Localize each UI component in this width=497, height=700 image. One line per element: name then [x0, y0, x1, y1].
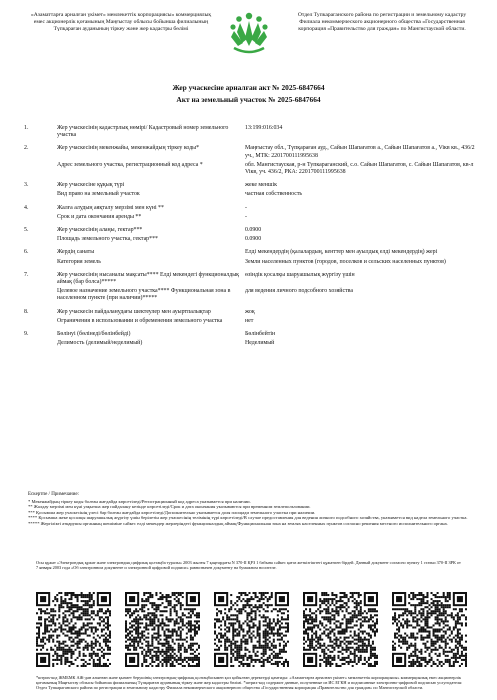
- qr-code: [303, 592, 378, 667]
- row-number: 3.: [24, 182, 29, 189]
- row-label: Жер учаскесіне құқық түрі: [57, 182, 125, 189]
- row-value: Елді мекендердің (қалалардың, кенттер мен ауылдық елді мекендердің) жері: [245, 249, 438, 256]
- row-value: частная собственность: [245, 191, 303, 198]
- table-row: [24, 339, 479, 348]
- title-ru: Акт на земельный участок № 2025-6847664: [176, 95, 321, 104]
- row-label: Жердің санаты: [57, 249, 95, 256]
- row-number: 1.: [24, 125, 29, 131]
- row-label: Жалға алудың аяқталу мерзімі мен күні **: [57, 204, 164, 211]
- row-number: 7.: [24, 271, 29, 278]
- row-label: Жер учаскесін пайдаланудағы шектеулер мен ауыртпалықтар: [57, 308, 211, 315]
- row-label: Бөлінуі (бөлінеді/бөлінбейді): [57, 331, 131, 338]
- barcode-footnote: *штрих-код ЖМБМК АЖ-дан алынған және қызмет берушінің электрондық-цифрлық қолтаңбасымен қол қойылған деректерді қамтиды: «Азаматтарға арналған үкімет» мемлекеттік корпорациясы» коммерциялық емес акционерлік қоғамының Маңғыстау облысы бойынша филиалының Түпқараған ауданының тіркеу және жер кадастры бөлімі. *штрих-код содержит данные, полученные из ИС ЕГКН и подписанные электронно-цифровой подписью услугодателя: Отдел Тупкараганского района по регистрации и земельному кадастру Филиала некоммерческого акционерного общества «Государственная корпорация «Правительство для граждан» по Мангистауской области.: [36, 675, 463, 691]
- row-label: Целевое назначение земельного участка**** Функциональная зона в населенном пункте (при наличии)*****: [57, 288, 231, 302]
- row-label: Жер учаскесінің нысаналы мақсаты**** Елді мекендегі функционалдық аймақ (бар болса)*****: [57, 271, 240, 286]
- row-value: -: [245, 213, 247, 220]
- row-number: 8.: [24, 308, 29, 315]
- row-number: [24, 317, 57, 326]
- row-label: Делимость (делимый/неделимый): [57, 340, 143, 347]
- table-row: [24, 317, 479, 326]
- row-number: [24, 339, 57, 348]
- row-label: Жер учаскесінің кадастрлық нөмірі/ Кадастровый номер земельного участка: [57, 125, 229, 139]
- qr-code: [36, 592, 111, 667]
- row-value: 13:199:016:034: [245, 125, 283, 131]
- row-number: 4.: [24, 204, 29, 211]
- row-label: Вид право на земельный участок: [57, 191, 140, 198]
- row-value: для ведения личного подсобного хозяйства: [245, 288, 353, 295]
- row-value: Неделимый: [245, 340, 275, 347]
- note-line: ***** Жергілікті атқарушы органның шешіміне сәйкес елді мекендер жерлеріндегі функционалдық аймақ/Функциональная зона на землях населенных пунктов согласно решения местного исполнительного органа.: [28, 520, 448, 526]
- row-label: Площадь земельного участка, гектар***: [57, 236, 158, 243]
- row-value: 0.0900: [245, 227, 262, 234]
- row-number: [24, 190, 57, 199]
- title-kz: Жер учаскесіне арналған акт № 2025-6847664: [172, 83, 325, 92]
- table-row: [24, 304, 479, 317]
- issuer-name-ru: Отдел Тупкараганского района по регистрации и земельному кадастру Филиала некоммерческого акционерного общества «Государственная корпорация «Правительство для граждан» по Мангистауской области.: [297, 12, 467, 33]
- row-value: Бөлінбейтін: [245, 331, 276, 338]
- row-value: Маңғыстау обл., Түпқараған ауд., Сайын Шапағатов а., Сайын Шапағатов а., Viкв кв., 436/2 уч., МТК: 2201700111995638: [245, 145, 475, 159]
- table-row: [24, 213, 479, 222]
- row-number: 6.: [24, 249, 29, 256]
- row-number: [24, 235, 57, 244]
- row-number: 2.: [24, 145, 29, 152]
- row-number: [24, 258, 57, 267]
- qr-code: [125, 592, 200, 667]
- document-header: [12, 6, 485, 68]
- table-row: [24, 287, 479, 303]
- notes-section: [28, 492, 473, 527]
- qr-codes-row: [36, 592, 468, 667]
- document-titles: [0, 82, 497, 106]
- row-value: обл. Мангистауская, р-н Тупкараганский, с.о. Сайын Шапагатов, с. Сайын Шапагатов, кв-л Viкв, уч. 436/2, РКА: 2201700111995638: [245, 161, 474, 176]
- row-label: Адрес земельного участка, регистрационный код адреса *: [57, 161, 203, 168]
- row-label: Жер учаскесінің мекенжайы, мекенжайдың тіркеу коды*: [57, 145, 200, 152]
- table-row: [24, 244, 479, 257]
- row-label: Жер учаскесінің алаңы, гектар***: [57, 227, 143, 234]
- row-value: Земли населенных пунктов (городов, поселков и сельских населенных пунктов): [245, 258, 446, 265]
- note-line: * Мекенжайдың тіркеу коды болған жағдайда көрсетіледі/Регистрационный код адреса указывается при наличии.: [28, 498, 251, 504]
- row-value: жоқ: [245, 308, 255, 315]
- table-row: [24, 258, 479, 267]
- table-row: [24, 267, 479, 287]
- row-value: 0.0900: [245, 236, 262, 243]
- note-line: *** Қосымша жер учаскесінің үлесі бар болған жағдайда көрсетіледі/Дополнительно указывается доля площади земельного участка при наличии.: [28, 509, 316, 515]
- qr-code: [214, 592, 289, 667]
- row-value: жеке меншік: [245, 182, 277, 189]
- table-row: [24, 120, 479, 140]
- note-line: ** Жалдау мерзімі мен күні уақытша жер пайдалану кезінде көрсетіледі/Срок и дата окончания указываются при временном землепользовании.: [28, 504, 311, 510]
- government-for-citizens-logo-icon: [228, 10, 270, 56]
- table-row: [24, 177, 479, 190]
- table-row: [24, 190, 479, 199]
- row-value: -: [245, 204, 247, 211]
- notes-heading: Ескертпе / Примечание:: [28, 492, 79, 497]
- qr-code: [392, 592, 467, 667]
- table-row: [24, 200, 479, 213]
- table-row: [24, 235, 479, 244]
- row-label: Срок и дата окончания аренды **: [57, 213, 142, 220]
- table-row: [24, 326, 479, 339]
- row-number: [24, 287, 57, 303]
- note-line: **** Қосымша жеке қосалқы шаруашылық жүргізу үшін берілетін жер учаскесінің телімінің түрі көрсетіледі/В случае предоставления для ведения личного подсобного хозяйства, указывается вид надела земельного участка.: [28, 515, 468, 521]
- table-row: [24, 161, 479, 177]
- row-number: 9.: [24, 331, 29, 338]
- row-label: Ограничения в использовании и обременения земельного участка: [57, 317, 223, 324]
- issuer-name-kz: «Азаматтарға арналған үкімет» мемлекеттік корпорациясы» коммерциялық емес акционерлік қоғамының Маңғыстау облысы бойынша филиалының Түпқараған ауданының тіркеу және жер кадастры бөлімі: [30, 12, 212, 33]
- row-number: [24, 213, 57, 222]
- table-row: [24, 140, 479, 160]
- row-value: өзіндік қосалқы шаруашылық жүргізу үшін: [245, 271, 355, 278]
- row-label: Категория земель: [57, 258, 101, 265]
- row-value: нет: [245, 317, 254, 324]
- table-row: [24, 222, 479, 235]
- row-number: 5.: [24, 227, 29, 234]
- row-number: [24, 161, 57, 177]
- digital-signature-notice: Осы құжат «Электрондық құжат және электрондық цифрлық қолтаңба туралы» 2003 жылғы 7 қаңтардағы N 370-II ҚРЗ 1 бабына сәйкес қағаз жеткізгіштегі құжатпен бірдей. Данный документ согласно пункту 1 статьи 370-II ЗРК от 7 января 2003 года «Об электронном документе и электронной цифровой подписи» равнозначен документу на бумажном носителе.: [36, 560, 461, 571]
- land-plot-details-table: [24, 120, 479, 348]
